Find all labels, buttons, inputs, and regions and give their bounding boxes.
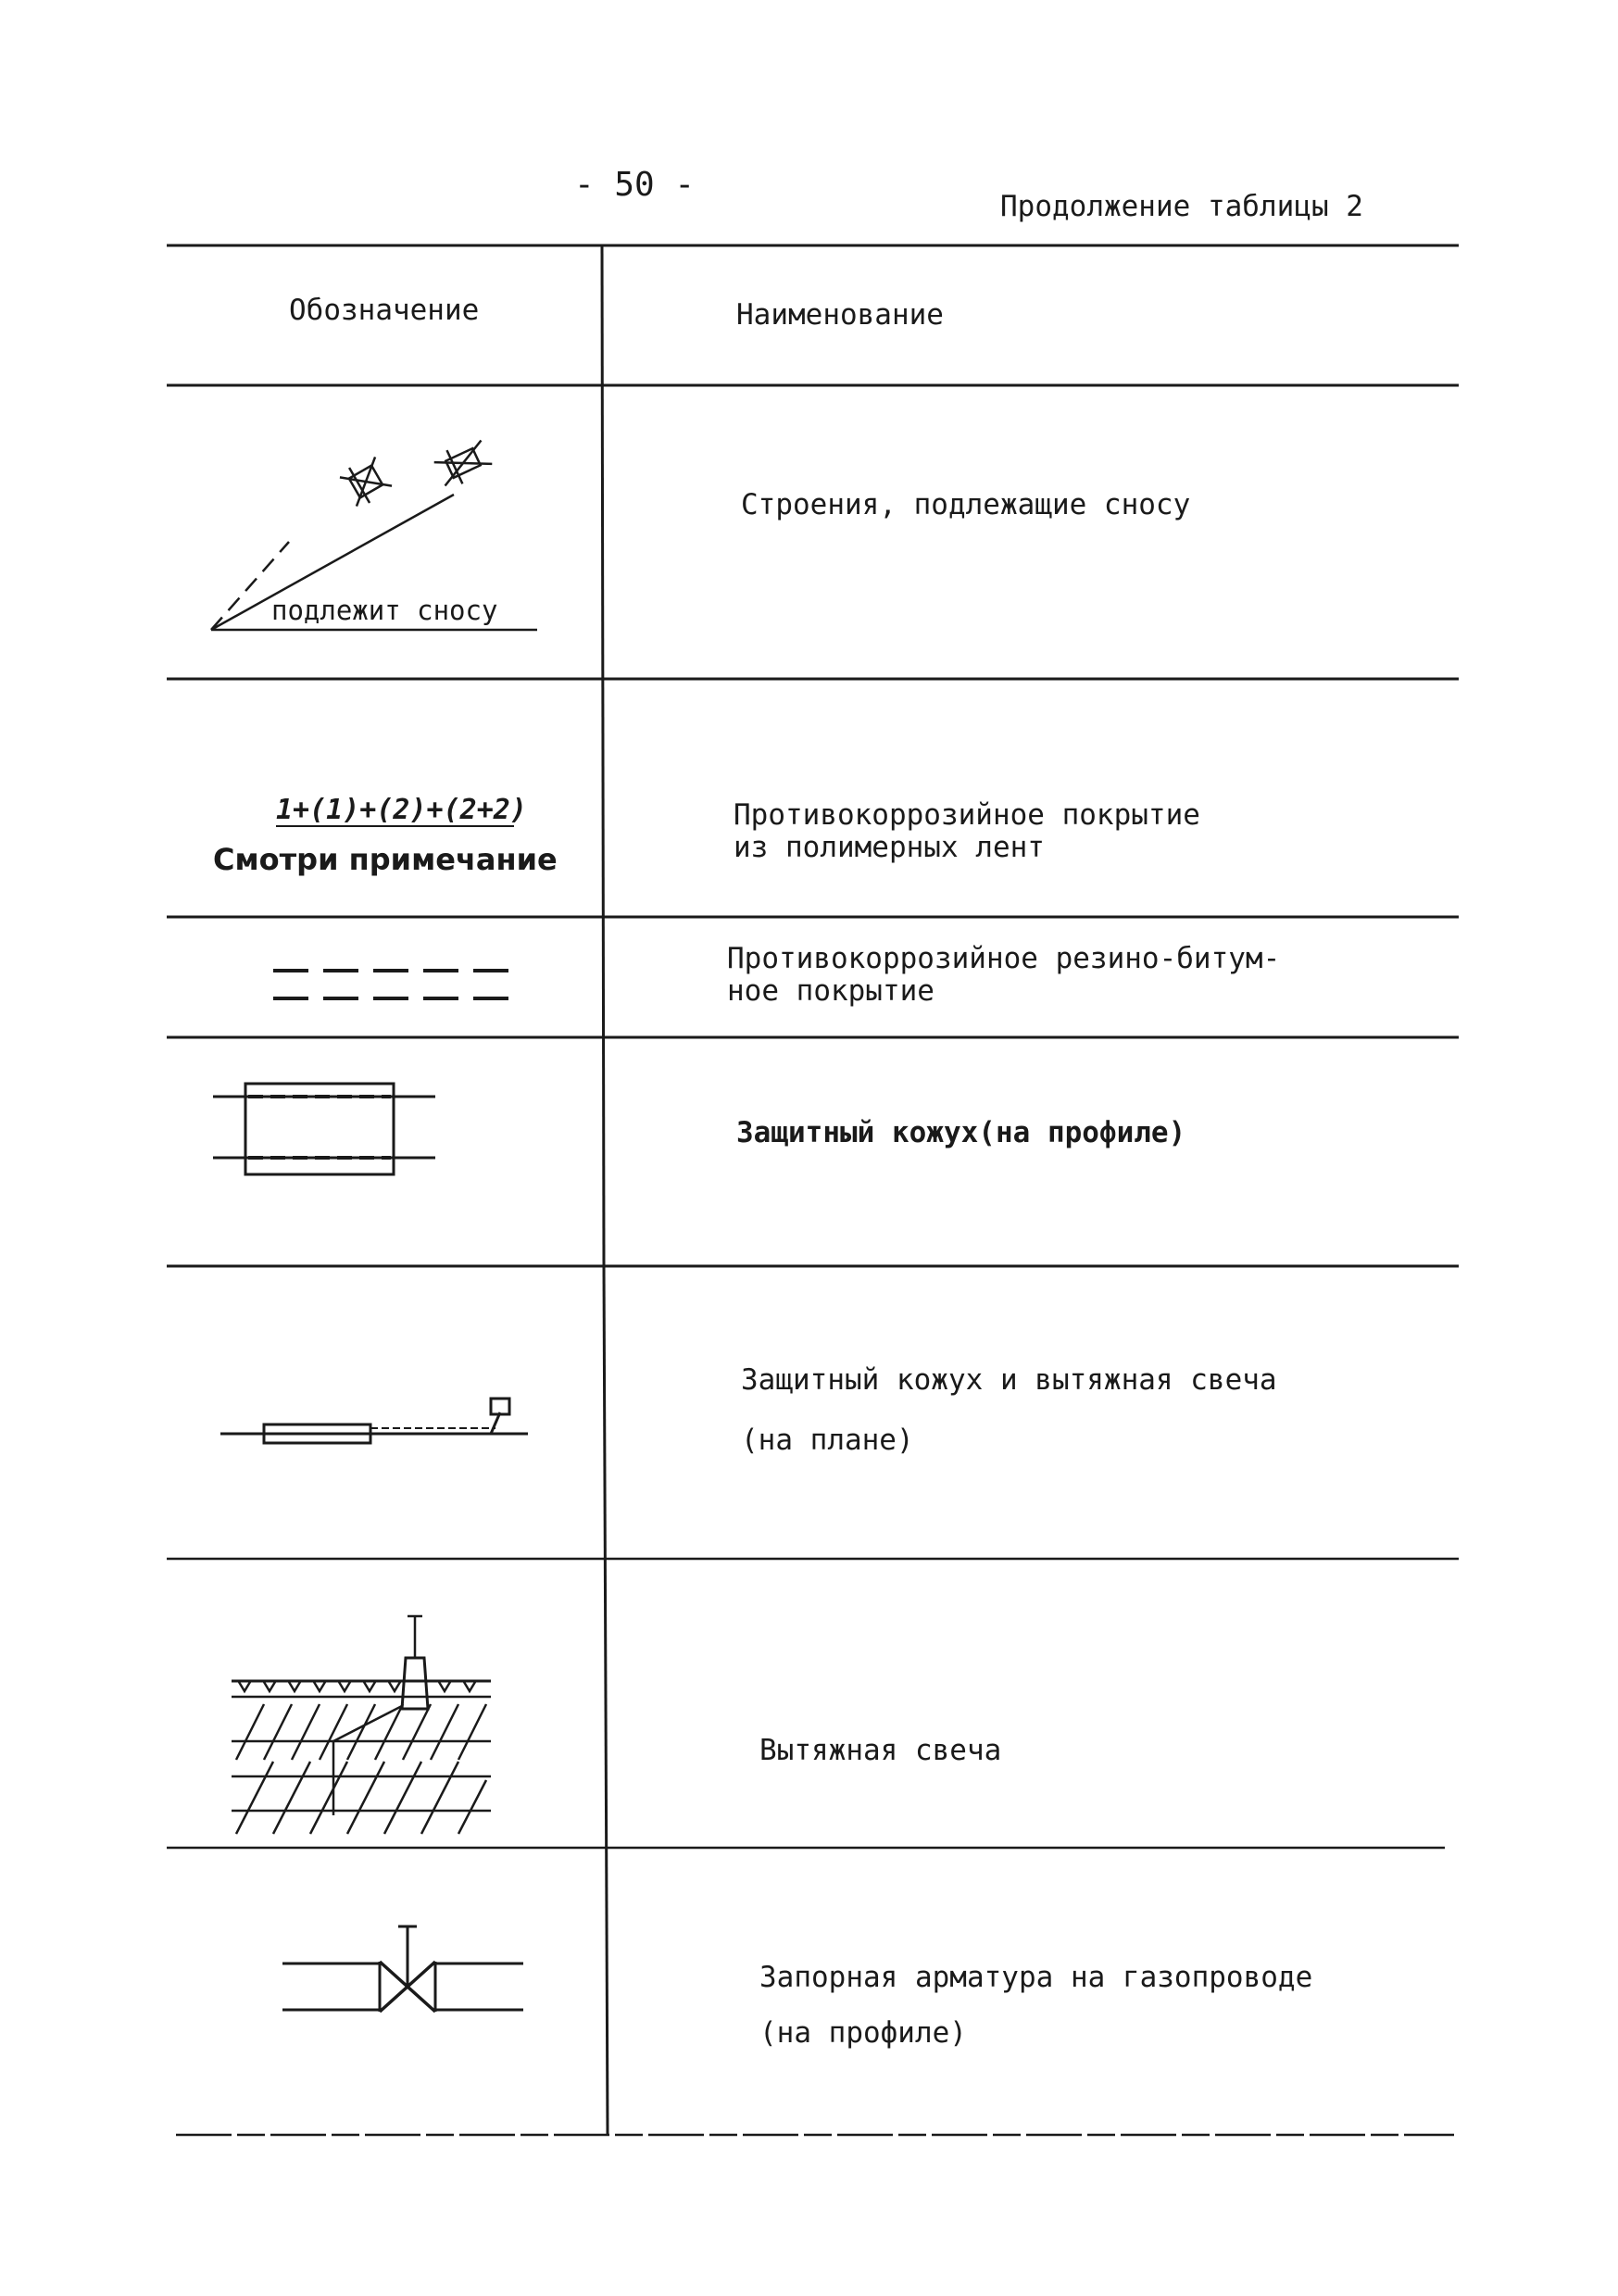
row-3-name-line-1: Противокоррозийное резино-битум- xyxy=(727,942,1281,975)
row-2-name-line-2: из полимерных лент xyxy=(734,831,1045,864)
row-5-name-line-2: (на плане) xyxy=(741,1424,914,1457)
coating-formula: 1+(1)+(2)+(2+2) xyxy=(276,794,527,826)
row-6-name: Вытяжная свеча xyxy=(759,1734,1002,1767)
see-note-label: Смотри примечание xyxy=(213,842,558,877)
page-number: - 50 - xyxy=(574,166,696,204)
row-3-name-line-2: ное покрытие xyxy=(727,974,934,1008)
row-2-name-line-1: Противокоррозийное покрытие xyxy=(734,798,1200,832)
row-7-name-line-1: Запорная арматура на газопроводе xyxy=(759,1961,1313,1994)
casing-vent-plan-symbol xyxy=(220,1399,528,1443)
row-5-name-line-1: Защитный кожух и вытяжная свеча xyxy=(741,1363,1277,1397)
vent-pipe-section-symbol xyxy=(232,1616,491,1834)
bitumen-coating-symbol xyxy=(273,971,514,998)
header-designation: Обозначение xyxy=(289,294,480,327)
table-continuation-caption: Продолжение таблицы 2 xyxy=(1000,190,1363,223)
row-1-name: Строения, подлежащие сносу xyxy=(741,488,1191,521)
row-4-name: Защитный кожух(на профиле) xyxy=(736,1116,1186,1149)
casing-profile-symbol xyxy=(213,1084,435,1174)
shutoff-valve-symbol xyxy=(282,1926,523,2012)
row-7-name-line-2: (на профиле) xyxy=(759,2016,967,2050)
demolition-label: подлежит сносу xyxy=(271,595,498,626)
column-divider-lower xyxy=(604,1266,608,2135)
column-divider-upper xyxy=(602,245,604,1266)
header-name: Наименование xyxy=(736,298,944,332)
